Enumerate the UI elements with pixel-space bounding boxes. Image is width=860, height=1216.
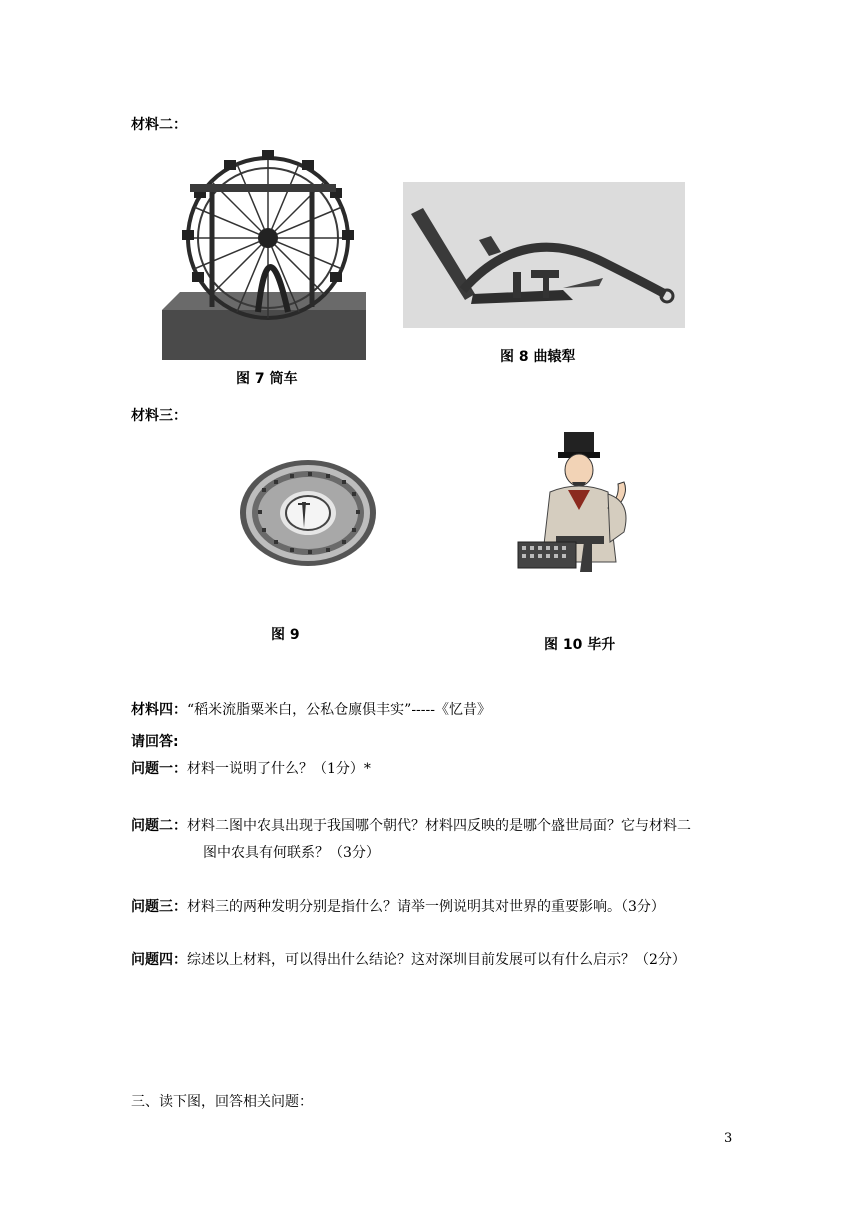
fig9-caption: 图 9: [271, 627, 300, 643]
question-4: [131, 949, 771, 971]
bisheng-image: [512, 432, 646, 582]
material2-label: 材料二：: [131, 117, 187, 133]
fig8-caption: 图 8 曲辕犁: [500, 349, 576, 365]
question-1-text: 材料一说明了什么？（1分）*: [187, 761, 371, 777]
question-4-label: 问题四：: [131, 952, 187, 968]
compass-image: [238, 458, 378, 568]
material4-label: 材料四：: [131, 702, 187, 718]
material4-text: “稻米流脂粟米白，公私仓廪俱丰实”-----《忆昔》: [187, 702, 491, 718]
question-3: [131, 896, 771, 918]
section-3-heading: 三、读下图，回答相关问题：: [131, 1094, 313, 1110]
question-2-text: 材料二图中农具出现于我国哪个朝代？材料四反映的是哪个盛世局面？它与材料二: [187, 818, 691, 834]
question-2-label: 问题二：: [131, 818, 187, 834]
bisheng-icon: [512, 432, 646, 582]
fig7-caption: 图 7 筒车: [236, 371, 298, 387]
question-1-label: 问题一：: [131, 761, 187, 777]
fig10-caption: 图 10 毕升: [544, 637, 616, 653]
plough-image: [403, 182, 685, 328]
page-number: 3: [724, 1131, 733, 1146]
question-3-text: 材料三的两种发明分别是指什么？请举一例说明其对世界的重要影响。（3分）: [187, 899, 665, 915]
waterwheel-image: [162, 142, 366, 360]
question-4-text: 综述以上材料，可以得出什么结论？这对深圳目前发展可以有什么启示？（2分）: [187, 952, 686, 968]
compass-icon: [238, 458, 378, 568]
waterwheel-icon: [162, 142, 366, 360]
question-2-line2: 图中农具有何联系？（3分）: [203, 845, 380, 861]
material3-label: 材料三：: [131, 408, 187, 424]
question-3-label: 问题三：: [131, 899, 187, 915]
material4: [131, 699, 771, 721]
question-2: [131, 815, 771, 837]
answer-prompt: 请回答:: [131, 734, 179, 750]
question-1: [131, 758, 771, 780]
plough-icon: [403, 182, 685, 328]
